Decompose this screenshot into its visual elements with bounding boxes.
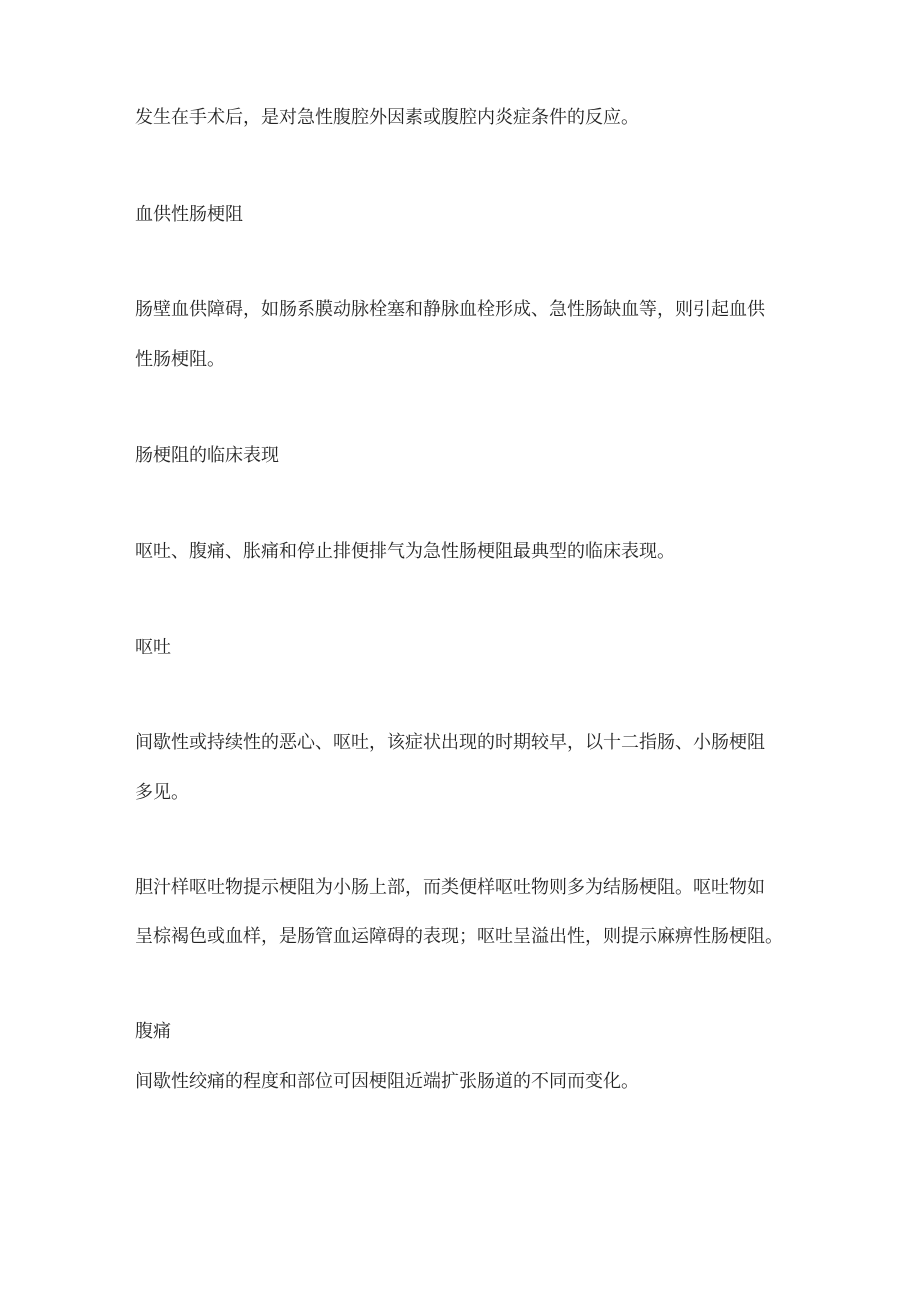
paragraph-postoperative-reaction: 发生在手术后，是对急性腹腔外因素或腹腔内炎症条件的反应。 — [135, 107, 639, 128]
paragraph-vomiting-line-1: 间歇性或持续性的恶心、呕吐，该症状出现的时期较早，以十二指肠、小肠梗阻 — [135, 732, 765, 753]
paragraph-abdominal-pain: 间歇性绞痛的程度和部位可因梗阻近端扩张肠道的不同而变化。 — [135, 1071, 639, 1092]
paragraph-typical-symptoms: 呕吐、腹痛、胀痛和停止排便排气为急性肠梗阻最典型的临床表现。 — [135, 541, 675, 562]
heading-abdominal-pain: 腹痛 — [135, 1021, 171, 1042]
paragraph-vascular-line-2: 性肠梗阻。 — [135, 349, 225, 370]
heading-vomiting: 呕吐 — [135, 637, 171, 658]
paragraph-vomiting-line-2: 多见。 — [135, 782, 189, 803]
heading-vascular-obstruction: 血供性肠梗阻 — [135, 204, 243, 225]
paragraph-vomitus-line-1: 胆汁样呕吐物提示梗阻为小肠上部，而类便样呕吐物则多为结肠梗阻。呕吐物如 — [135, 877, 765, 898]
paragraph-vomitus-line-2: 呈棕褐色或血样，是肠管血运障碍的表现；呕吐呈溢出性，则提示麻痹性肠梗阻。 — [135, 926, 783, 947]
paragraph-vascular-line-1: 肠壁血供障碍，如肠系膜动脉栓塞和静脉血栓形成、急性肠缺血等，则引起血供 — [135, 299, 765, 320]
heading-clinical-manifestations: 肠梗阻的临床表现 — [135, 445, 279, 466]
